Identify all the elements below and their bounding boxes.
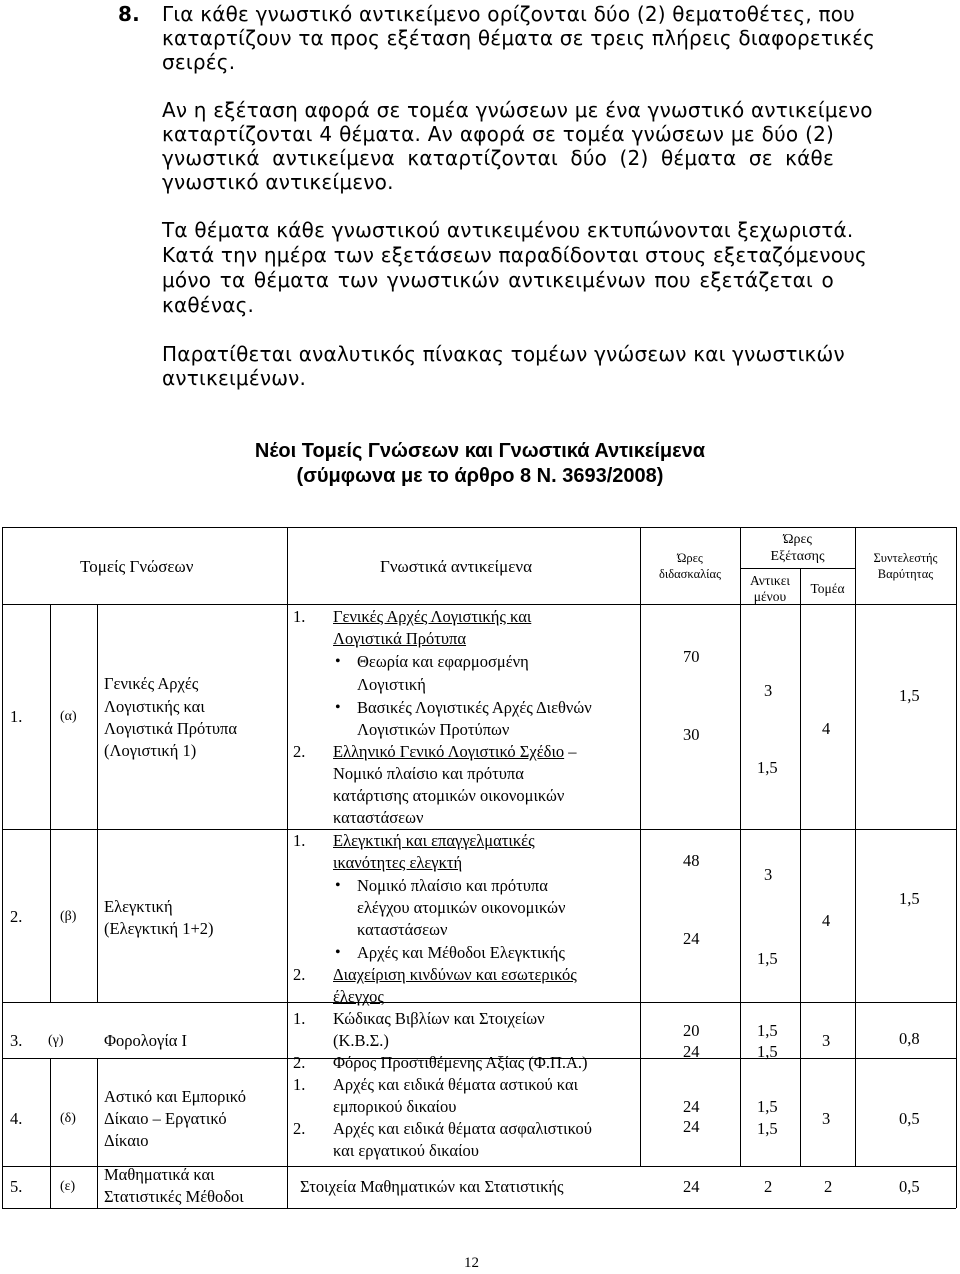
subject-title: Διαχείριση κινδύνων και εσωτερικός — [333, 965, 577, 984]
teaching-hours: 24 — [683, 929, 700, 948]
subject-number: 1. — [293, 831, 306, 850]
row-letter: (β) — [60, 909, 77, 924]
exam-hours-subject: 3 — [764, 865, 773, 884]
weight: 1,5 — [899, 686, 920, 705]
sector-name: Λογιστικής και — [104, 697, 205, 716]
para-1-line-2: καταρτίζουν τα προς εξέταση θέματα σε τρεις πλήρεις διαφορετικές — [162, 26, 876, 50]
subject-bullet: • Θεωρία και εφαρμοσμένη — [357, 651, 529, 673]
exam-hours-subject: 1,5 — [757, 1097, 778, 1116]
para-2-line-2: καταρτίζονται 4 θέματα. Αν αφορά σε τομέα γνώσεων με δύο (2) — [162, 122, 834, 146]
header-weight-1: Συντελεστής — [873, 551, 938, 565]
table-title: Νέοι Τομείς Γνώσεων και Γνωστικά Αντικείμενα — [254, 440, 706, 462]
exam-hours-subject: 1,5 — [757, 949, 778, 968]
sector-name: Γενικές Αρχές — [104, 674, 199, 693]
exam-hours-subject: 1,5 — [757, 1021, 778, 1040]
para-4-line-2: αντικειμένων. — [162, 366, 307, 390]
para-3-line-1: Τα θέματα κάθε γνωστικού αντικειμένου εκτυπώνονται ξεχωριστά. — [162, 218, 854, 242]
para-2-line-1: Αν η εξέταση αφορά σε τομέα γνώσεων με ένα γνωστικό αντικείμενο — [162, 98, 873, 122]
exam-hours-sector: 4 — [822, 911, 831, 930]
sector-name: Στατιστικές Μέθοδοι — [104, 1187, 244, 1206]
header-subjects: Γνωστικά αντικείμενα — [380, 557, 532, 576]
subject-bullet-cont: Λογιστική — [357, 675, 426, 694]
exam-hours-sector: 4 — [822, 719, 831, 738]
para-1-line-1: Για κάθε γνωστικό αντικείμενο ορίζονται δύο (2) θεματοθέτες, που — [162, 2, 855, 26]
teaching-hours: 24 — [683, 1117, 700, 1136]
teaching-hours: 24 — [683, 1042, 700, 1061]
header-exam-hours-1: Ώρες — [783, 532, 812, 547]
teaching-hours: 24 — [683, 1177, 700, 1196]
exam-hours-subject: 2 — [764, 1177, 773, 1196]
sector-name: Δίκαιο – Εργατικό — [104, 1109, 227, 1128]
sector-name: Λογιστικά Πρότυπα — [104, 719, 238, 738]
sector-name: (Λογιστική 1) — [104, 741, 197, 760]
para-2-line-3: γνωστικά αντικείμενα καταρτίζονται δύο (2) θέματα σε κάθε — [162, 146, 834, 170]
subject-title: Λογιστικά Πρότυπα — [333, 629, 467, 648]
para-4-line-1: Παρατίθεται αναλυτικός πίνακας τομέων γνώσεων και γνωστικών — [162, 342, 845, 366]
exam-hours-subject: 3 — [764, 681, 773, 700]
subject-number: 1. — [293, 607, 306, 626]
exam-hours-subject: 1,5 — [757, 1042, 778, 1061]
subject-title: Αρχές και ειδικά θέματα αστικού και — [333, 1075, 579, 1094]
sector-name: Δίκαιο — [104, 1131, 149, 1150]
subject-title: Αρχές και ειδικά θέματα ασφαλιστικού — [333, 1119, 592, 1138]
teaching-hours: 48 — [683, 851, 700, 870]
subject-title: Φόρος Προστιθέμενης Αξίας (Φ.Π.Α.) — [333, 1053, 588, 1072]
subject-title: έλεγχος — [333, 987, 384, 1006]
subject-bullet: • Νομικό πλαίσιο και πρότυπα — [357, 875, 548, 897]
subject-title: και εργατικού δικαίου — [333, 1141, 479, 1160]
row-letter: (ε) — [60, 1179, 76, 1194]
para-2-line-4: γνωστικό αντικείμενο. — [162, 170, 394, 194]
exam-hours-sector: 2 — [824, 1177, 833, 1196]
teaching-hours: 20 — [683, 1021, 700, 1040]
header-weight-2: Βαρύτητας — [877, 567, 934, 581]
subject-bullet-cont: καταστάσεων — [357, 920, 448, 939]
subject-detail: Νομικό πλαίσιο και πρότυπα — [333, 764, 524, 783]
header-sectors: Τομείς Γνώσεων — [80, 557, 194, 576]
header-per-sector: Τομέα — [810, 581, 845, 596]
header-per-subject-2: μένου — [753, 589, 787, 604]
para-3-line-4: καθένας. — [162, 293, 255, 317]
row-number: 3. — [10, 1031, 23, 1050]
subject-title: Γενικές Αρχές Λογιστικής και — [333, 607, 532, 626]
sector-name: Αστικό και Εμπορικό — [104, 1087, 246, 1106]
exam-hours-sector: 3 — [822, 1109, 831, 1128]
exam-hours-sector: 3 — [822, 1031, 831, 1050]
sector-name: (Ελεγκτική 1+2) — [104, 919, 214, 938]
subject-bullet: • Βασικές Λογιστικές Αρχές Διεθνών — [357, 697, 592, 719]
subject-detail: καταστάσεων — [333, 808, 424, 827]
exam-hours-subject: 1,5 — [757, 1119, 778, 1138]
sector-name: Φορολογία Ι — [104, 1031, 188, 1050]
subject-detail: κατάρτισης ατομικών οικονομικών — [333, 786, 565, 805]
header-teaching-hours-1: Ώρες — [677, 551, 703, 565]
subject-title — [333, 741, 577, 763]
para-3-line-3: μόνο τα θέματα των γνωστικών αντικειμένων που εξετάζεται ο — [162, 268, 834, 292]
table-subtitle: (σύμφωνα με το άρθρο 8 Ν. 3693/2008) — [296, 465, 664, 487]
teaching-hours: 30 — [683, 725, 700, 744]
row-letter: (δ) — [60, 1111, 76, 1126]
weight: 0,8 — [899, 1029, 920, 1048]
para-3-line-2: Κατά την ημέρα των εξετάσεων παραδίδονται στους εξεταζόμενους — [162, 243, 867, 267]
row-number: 2. — [10, 907, 23, 926]
row-letter: (α) — [60, 709, 77, 724]
subject-title: Κώδικας Βιβλίων και Στοιχείων — [333, 1009, 545, 1028]
subject-title-dash: – — [564, 742, 577, 761]
row-number: 1. — [10, 707, 23, 726]
subject-title: (Κ.Β.Σ.) — [333, 1031, 389, 1050]
item-number: 8. — [118, 2, 140, 26]
subject-bullet-cont: Λογιστικών Προτύπων — [357, 720, 510, 739]
subject-bullet-cont: ελέγχου ατομικών οικονομικών — [357, 898, 566, 917]
teaching-hours: 70 — [683, 647, 700, 666]
subject-title: εμπορικού δικαίου — [333, 1097, 457, 1116]
subject-title: ικανότητες ελεγκτή — [333, 853, 463, 872]
row-number: 5. — [10, 1177, 23, 1196]
sector-name: Μαθηματικά και — [104, 1165, 215, 1184]
subject-bullet: • Αρχές και Μέθοδοι Ελεγκτικής — [357, 942, 565, 964]
page-number: 12 — [464, 1255, 479, 1271]
sector-name: Ελεγκτική — [104, 897, 173, 916]
subject-title-underlined: Ελληνικό Γενικό Λογιστικό Σχέδιο — [333, 742, 565, 761]
header-exam-hours-2: Εξέτασης — [770, 549, 825, 564]
row-number: 4. — [10, 1109, 23, 1128]
para-1-line-3: σειρές. — [162, 50, 236, 74]
subject-title: Στοιχεία Μαθηματικών και Στατιστικής — [300, 1177, 564, 1196]
subject-number: 1. — [293, 1075, 306, 1094]
subject-number: 2. — [293, 1119, 306, 1138]
subject-number: 1. — [293, 1009, 306, 1028]
subject-title: Ελεγκτική και επαγγελματικές — [333, 831, 535, 850]
teaching-hours: 24 — [683, 1097, 700, 1116]
row-letter: (γ) — [48, 1033, 64, 1048]
exam-hours-subject: 1,5 — [757, 758, 778, 777]
weight: 0,5 — [899, 1177, 920, 1196]
weight: 0,5 — [899, 1109, 920, 1128]
header-per-subject-1: Αντικει — [749, 573, 790, 588]
subject-number: 2. — [293, 742, 306, 761]
subject-number: 2. — [293, 965, 306, 984]
header-teaching-hours-2: διδασκαλίας — [658, 567, 722, 581]
subject-number: 2. — [293, 1053, 306, 1072]
weight: 1,5 — [899, 889, 920, 908]
